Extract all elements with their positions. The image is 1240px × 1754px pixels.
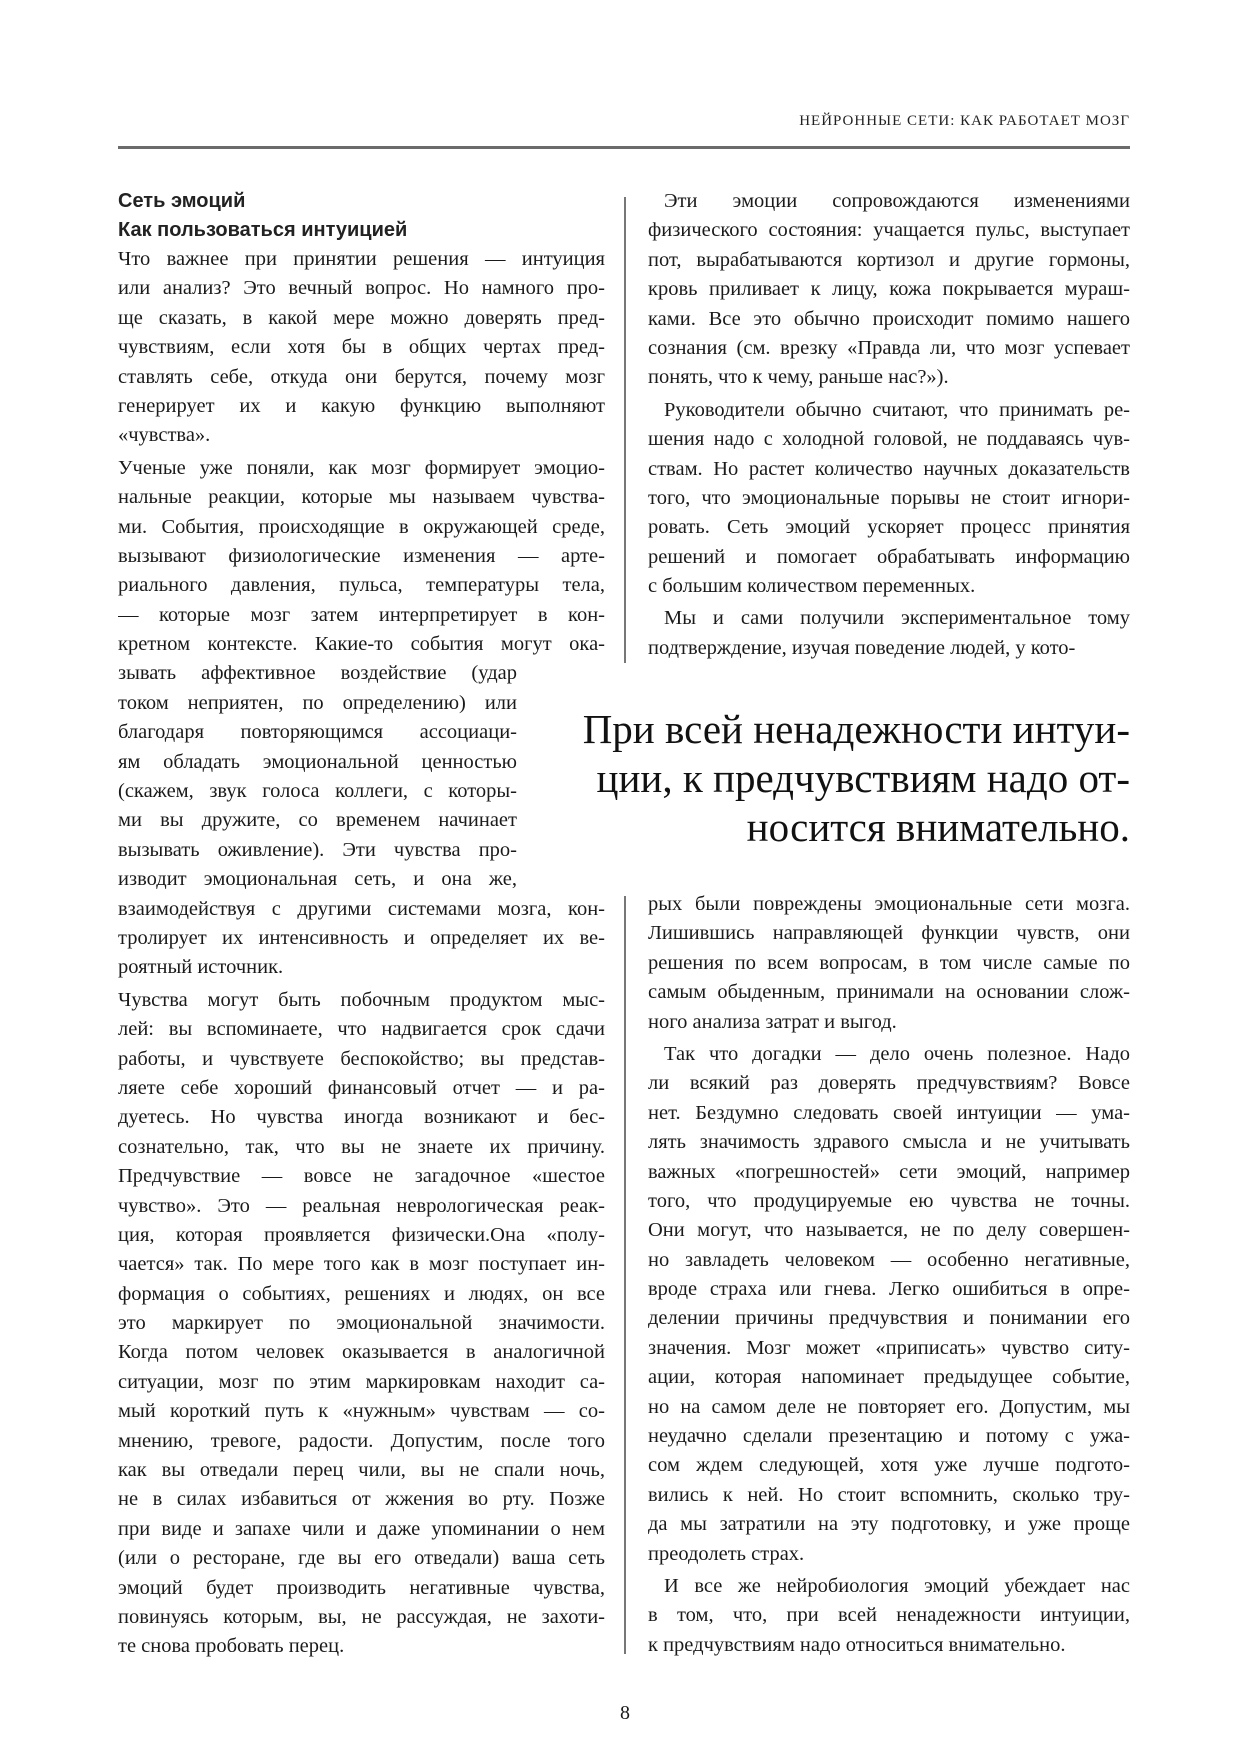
text-line: ция, которая проявляется физически.Она «полу- [118, 1223, 605, 1246]
paragraph [118, 986, 605, 1662]
text-line: ям обладать эмоциональной ценностью [118, 750, 517, 773]
paragraph [648, 1040, 1130, 1569]
text-line: дуетесь. Но чувства иногда возникают и бес- [118, 1106, 605, 1129]
text-line: (или о ресторане, где вы его отведали) ваша сеть [118, 1547, 605, 1570]
text-line: сознательно, так, что вы не знаете их причину. [118, 1135, 605, 1158]
text-line: неудачно сделали презентацию и потому с ужа- [648, 1425, 1130, 1448]
text-line: «чувства». [118, 424, 211, 447]
text-line: Они могут, что называется, не по делу совершен- [648, 1219, 1130, 1242]
paragraph [648, 604, 1130, 663]
paragraph [648, 890, 1130, 1037]
text-line: при виде и запахе чили и даже упоминании о нем [118, 1517, 605, 1540]
text-line: чувство». Это — реальная неврологическая реак- [118, 1194, 605, 1217]
paragraph [648, 187, 1130, 393]
text-line: преодолеть страх. [648, 1542, 805, 1565]
right-column-top [648, 187, 1130, 663]
text-line: или анализ? Это вечный вопрос. Но намного про- [118, 277, 605, 300]
text-line: ками. Все это обычно происходит помимо нашего [648, 307, 1130, 330]
text-line: подтверждение, изучая поведение людей, у кото- [648, 636, 1076, 659]
text-line: решений и помогает обрабатывать информацию [648, 545, 1130, 568]
text-line: ситуации, мозг по этим маркировкам находит са- [118, 1370, 605, 1393]
text-line: Чувства могут быть побочным продуктом мыс- [118, 988, 605, 1011]
running-head: НЕЙРОННЫЕ СЕТИ: КАК РАБОТАЕТ МОЗГ [799, 113, 1130, 129]
text-line: ровать. Сеть эмоций ускоряет процесс принятия [648, 516, 1130, 539]
text-line: эмоций будет производить негативные чувства, [118, 1576, 605, 1599]
text-line: рых были повреждены эмоциональные сети мозга. [648, 893, 1130, 915]
text-line: мнению, тревоге, радости. Допустим, после того [118, 1429, 605, 1452]
page-number: 8 [620, 1702, 630, 1724]
text-line: это маркирует по эмоциональной значимости. [118, 1312, 605, 1335]
section-headings [118, 187, 407, 245]
text-line: делении причины предчувствия и понимании его [648, 1307, 1130, 1330]
pull-quote-line: При всей ненадежности интуи- [582, 706, 1130, 752]
paragraph [118, 245, 605, 451]
text-line: ляете себе хороший финансовый отчет — и ра- [118, 1076, 605, 1099]
text-line: ли всякий раз доверять предчувствиям? Вовсе [648, 1072, 1130, 1095]
text-line: Руководители обычно считают, что принимать ре- [664, 398, 1130, 421]
pull-quote-line: ции, к предчувствиям надо от- [596, 755, 1130, 801]
paragraph [648, 1572, 1130, 1660]
text-line: да мы затратили на эту подготовку, и уже проще [648, 1513, 1130, 1536]
text-line: не в силах избавиться от жжения во рту. Позже [118, 1488, 605, 1511]
text-line: ми. События, происходящие в окружающей среде, [118, 515, 605, 538]
text-line: Когда потом человек оказывается в аналогичной [118, 1341, 605, 1364]
text-line: кровь приливает к лицу, кожа покрывается мураш- [648, 278, 1130, 301]
text-line: формация о событиях, решениях и людях, он все [118, 1282, 605, 1305]
pull-quote [540, 705, 1130, 852]
text-line: ации, которая напоминает предыдущее событие, [648, 1366, 1130, 1389]
text-line: кретном контексте. Какие-то события могут ока- [118, 633, 605, 656]
text-line: те снова пробовать перец. [118, 1635, 345, 1658]
text-line: лей: вы вспоминаете, что надвигается срок сдачи [118, 1018, 605, 1041]
section-title: Сеть эмоций [118, 190, 246, 212]
text-line: Эти эмоции сопровождаются изменениями [664, 190, 1130, 212]
text-line: важных «погрешностей» сети эмоций, например [648, 1160, 1130, 1183]
text-line: лять значимость здравого смысла и не учитывать [648, 1131, 1130, 1154]
text-line: тролирует их интенсивность и определяет их ве- [118, 926, 605, 949]
text-line: ствам. Но растет количество научных доказательств [648, 457, 1130, 480]
text-line: решения по всем вопросам, в том числе самые по [648, 951, 1130, 974]
text-line: ще сказать, в какой мере можно доверять пред- [118, 306, 605, 329]
text-line: — которые мозг затем интерпретирует в кон- [118, 603, 605, 626]
text-line: роятный источник. [118, 956, 284, 979]
text-line: Так что догадки — дело очень полезное. Надо [664, 1042, 1130, 1065]
text-line: ного анализа затрат и выгод. [648, 1010, 897, 1033]
text-line: взаимодействуя с другими системами мозга, кон- [118, 897, 605, 920]
text-line: Ученые уже поняли, как мозг формирует эмоцио- [118, 456, 605, 479]
text-line: Лишившись направляющей функции чувств, они [648, 922, 1130, 945]
text-line: но завладеть человеком — особенно негативные, [648, 1248, 1130, 1271]
text-line: чувствиям, если хотя бы в общих чертах пред- [118, 336, 605, 359]
text-line: с большим количеством переменных. [648, 575, 976, 598]
pull-quote-line: носится внимательно. [746, 804, 1130, 850]
text-line: но на самом деле не повторяет его. Допустим, мы [648, 1395, 1130, 1418]
text-line: генерирует их и какую функцию выполняют [118, 394, 605, 417]
text-line: сом ждем следующей, хотя уже лучше подгото- [648, 1454, 1130, 1477]
column-divider-top [624, 197, 626, 663]
text-line: (скажем, звук голоса коллеги, с которы- [118, 780, 517, 803]
text-line: повинуясь которым, вы, не рассуждая, не захоти- [118, 1605, 605, 1628]
text-line: того, что эмоциональные порывы не стоит игнори- [648, 486, 1130, 509]
text-line: вились к ней. Но стоит вспомнить, сколько тру- [648, 1483, 1130, 1506]
text-line: в том, что, при всей ненадежности интуиции, [648, 1604, 1130, 1627]
text-line: нальные реакции, которые мы называем чувства- [118, 486, 605, 509]
text-line: Предчувствие — вовсе не загадочное «шестое [118, 1165, 605, 1188]
text-line: нет. Бездумно следовать своей интуиции — ума- [648, 1101, 1130, 1124]
text-line: изводит эмоциональная сеть, и она же, [118, 868, 517, 891]
text-line: вроде страха или гнева. Легко ошибиться в опре- [648, 1278, 1130, 1301]
text-line: того, что продуцируемые ею чувства не точны. [648, 1189, 1130, 1212]
text-line: вызывают физиологические изменения — арте- [118, 544, 605, 567]
left-column [118, 245, 605, 1662]
text-line: риального давления, пульса, температуры тела, [118, 574, 605, 597]
text-line: ми вы дружите, со временем начинает [118, 809, 517, 832]
paragraph [648, 396, 1130, 602]
text-line: шения надо с холодной головой, не поддаваясь чув- [648, 428, 1130, 451]
text-line: ставлять себе, откуда они берутся, почему мозг [118, 365, 605, 388]
text-line: как вы отведали перец чили, вы не спали ночь, [118, 1459, 605, 1482]
text-line: самым обыденным, принимали на основании слож- [648, 981, 1130, 1004]
right-column-bottom [648, 890, 1130, 1660]
text-line: физического состояния: учащается пульс, выступает [648, 219, 1130, 242]
text-line: к предчувствиям надо относиться внимательно. [648, 1633, 1066, 1656]
text-line: мый короткий путь к «нужным» чувствам — со- [118, 1400, 605, 1423]
column-divider-bottom [624, 896, 626, 1654]
text-line: вызывать оживление). Эти чувства про- [118, 838, 517, 861]
text-line: Что важнее при принятии решения — интуиция [118, 248, 605, 270]
text-line: И все же нейробиология эмоций убеждает нас [664, 1574, 1130, 1597]
text-line: благодаря повторяющимся ассоциаци- [118, 721, 517, 744]
header-rule [118, 146, 1130, 149]
paragraph [118, 454, 605, 983]
text-line: значения. Мозг может «приписать» чувство ситу- [648, 1336, 1130, 1359]
text-line: током неприятен, по определению) или [118, 691, 517, 714]
text-line: работы, и чувствуете беспокойство; вы представ- [118, 1047, 605, 1070]
text-line: пот, вырабатываются кортизол и другие гормоны, [648, 248, 1130, 271]
text-line: понять, что к чему, раньше нас?»). [648, 366, 949, 389]
text-line: Мы и сами получили экспериментальное тому [664, 607, 1130, 630]
text-line: чается» так. По мере того как в мозг поступает ин- [118, 1253, 605, 1276]
section-subtitle: Как пользоваться интуицией [118, 219, 408, 241]
text-line: зывать аффективное воздействие (удар [118, 662, 517, 685]
text-line: сознания (см. врезку «Правда ли, что мозг успевает [648, 336, 1130, 359]
